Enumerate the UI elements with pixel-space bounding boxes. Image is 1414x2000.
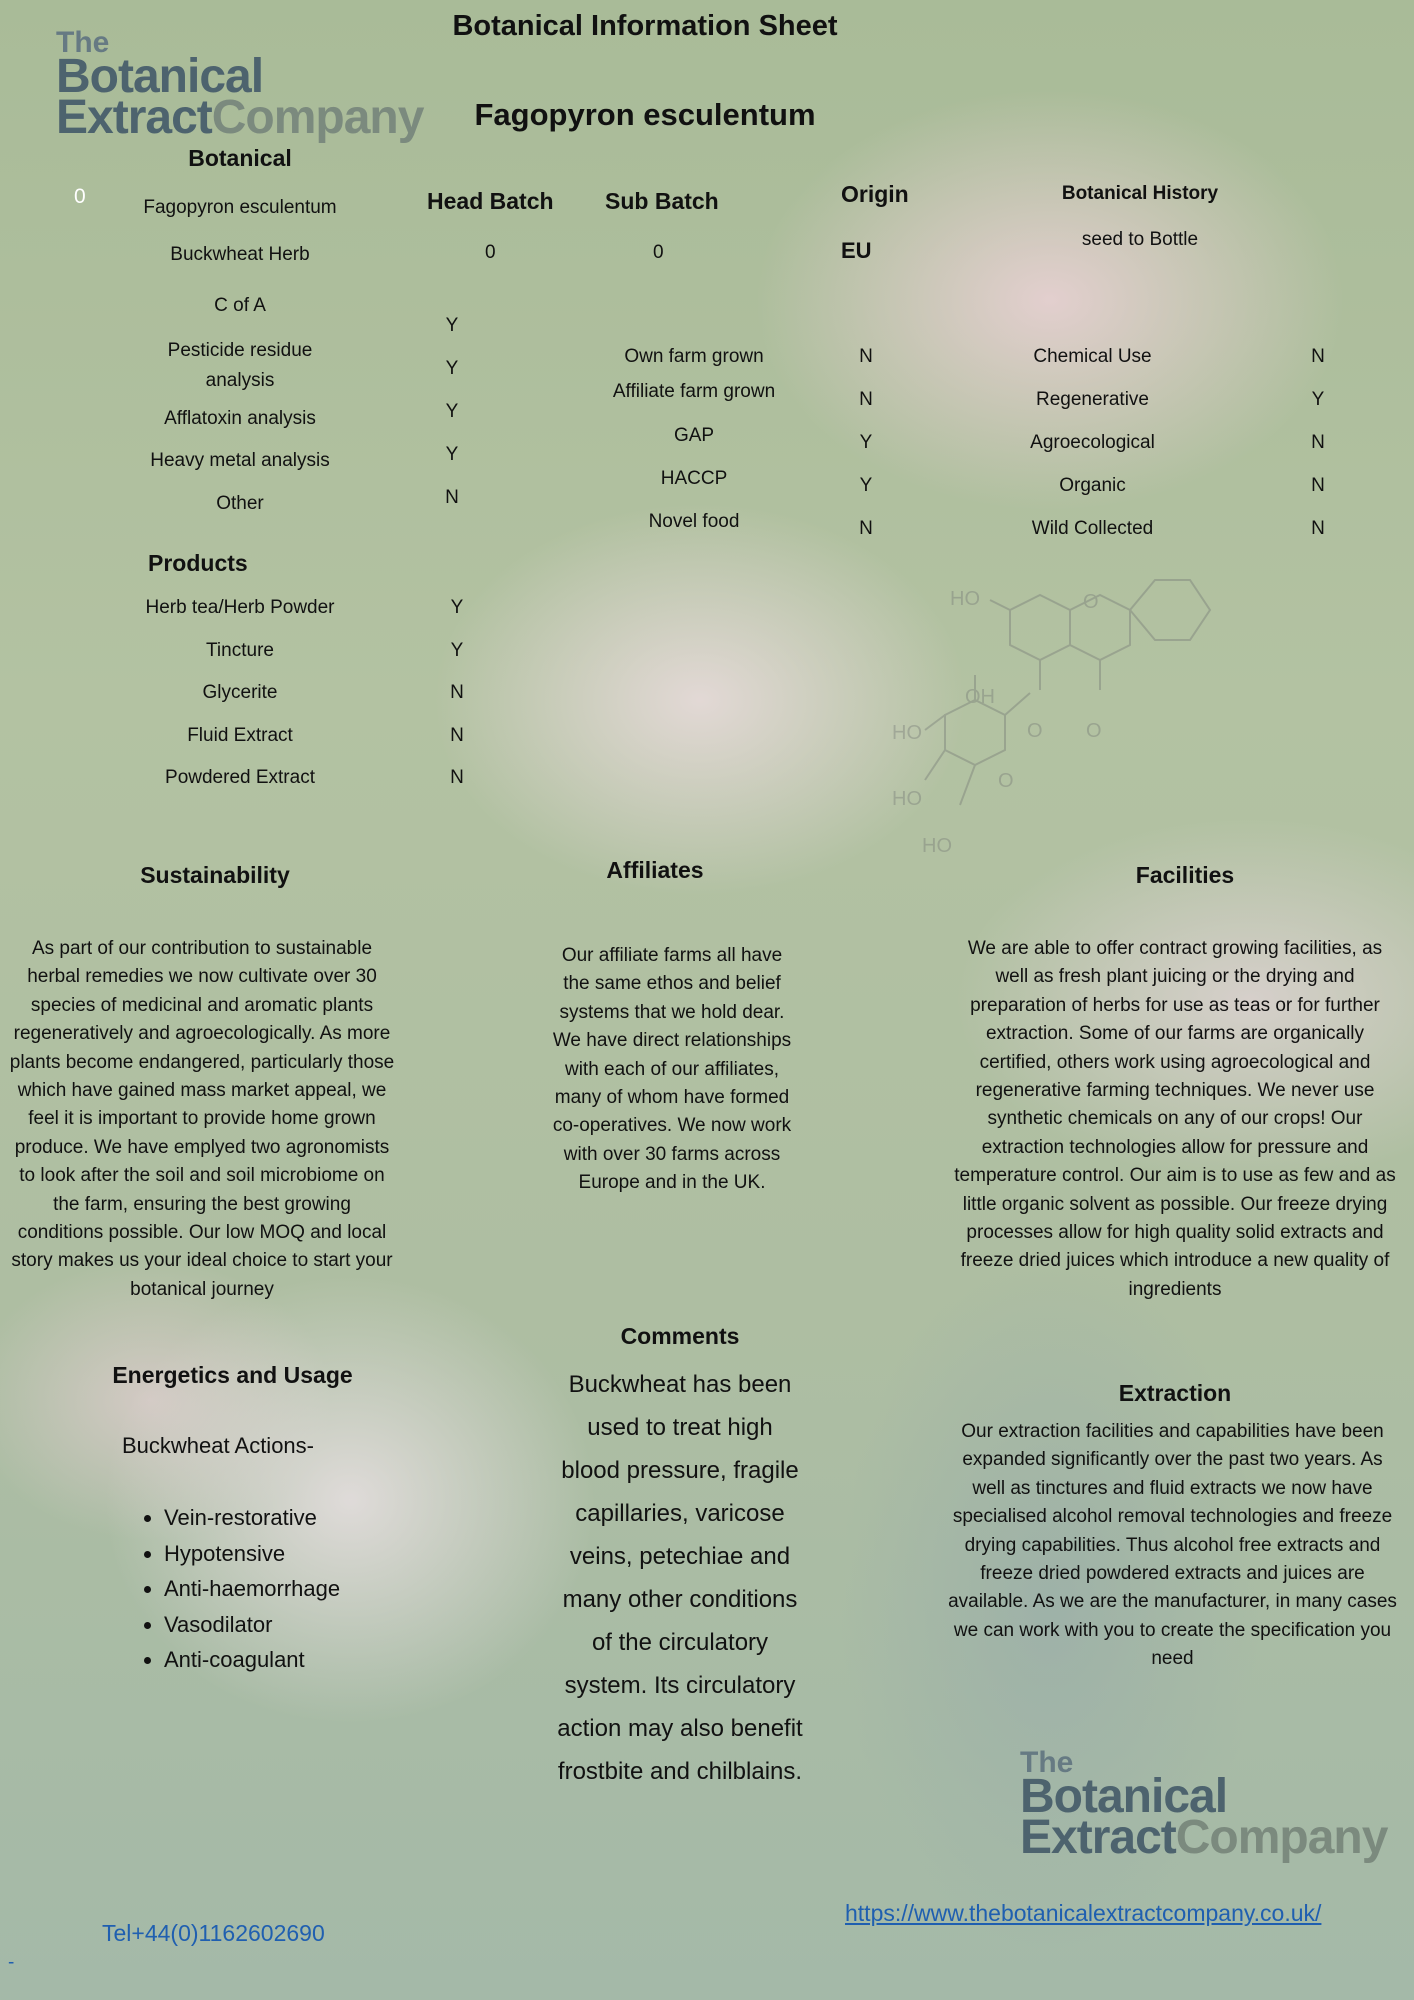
- molecule-label-ho: HO: [892, 788, 922, 810]
- botanical-index: 0: [74, 185, 86, 208]
- species-title: Fagopyron esculentum: [474, 97, 816, 132]
- sub-batch-value: 0: [653, 242, 664, 263]
- logo-extract-company: ExtractCompany: [1020, 1811, 1388, 1865]
- product-value: Y: [450, 640, 464, 661]
- molecule-ring: [945, 700, 1005, 765]
- molecule-label-oh: OH: [965, 686, 995, 708]
- practice-value: N: [1311, 346, 1325, 367]
- comments-heading: Comments: [620, 1323, 740, 1349]
- product-value: Y: [450, 597, 464, 618]
- analysis-value: Y: [445, 358, 459, 379]
- sourcing-value: Y: [859, 432, 873, 453]
- website-link[interactable]: https://www.thebotanicalextractcompany.co.uk/: [845, 1900, 1322, 1926]
- sheet-title: Botanical Information Sheet: [452, 10, 838, 42]
- action-item: • Anti-coagulant: [164, 1642, 340, 1678]
- history-value: seed to Bottle: [1081, 229, 1199, 250]
- sustainability-heading: Sustainability: [140, 862, 290, 888]
- analysis-value: Y: [445, 444, 459, 465]
- common-name: Buckwheat Herb: [170, 244, 310, 265]
- practice-label: Organic: [1059, 475, 1126, 496]
- sourcing-value: N: [859, 346, 873, 367]
- molecule-ring: [1070, 595, 1130, 660]
- analysis-label: Pesticide residue analysis: [167, 340, 313, 391]
- molecule-ring: [1130, 580, 1210, 640]
- sourcing-label: Own farm grown: [624, 346, 764, 367]
- practice-label: Chemical Use: [1033, 346, 1152, 367]
- molecule-bond: [925, 715, 945, 730]
- sourcing-value: N: [859, 389, 873, 410]
- logo-botanical: Botanical: [56, 49, 264, 103]
- products-heading: Products: [148, 550, 248, 576]
- sustainability-text: As part of our contribution to sustainable herbal remedies we now cultivate over 30 species of medicinal and aromatic plants regeneratively and agroecologically. As more plants become endangered, particularly those which have gained mass market appeal, we feel it is important to provide home grown produce. We have emplyed two agronomists to look after the soil and soil microbiome on the farm, ensuring the best growing conditions possible. Our low MOQ and local story makes us your ideal choice to start your botanical journey: [9, 938, 395, 1300]
- comments-text: Buckwheat has been used to treat high blood pressure, fragile capillaries, varicose veins, petechiae and many other conditions of the circulatory system. Its circulatory action may also benefit frostbite and chilblains.: [557, 1371, 803, 1785]
- molecule-label-ho: HO: [950, 588, 980, 610]
- product-label: Fluid Extract: [187, 725, 293, 746]
- practice-value: N: [1311, 432, 1325, 453]
- sourcing-value: N: [859, 518, 873, 539]
- facilities-text: We are able to offer contract growing facilities, as well as fresh plant juicing or the drying and preparation of herbs for use as teas or for further extraction. Some of our farms are organically certified, others work using agroecological and regenerative farming techniques. We never use synthetic chemicals on any of our crops! Our extraction technologies allow for pressure and temperature control. Our aim is to use as few and as little organic solvent as possible. Our freeze drying processes allow for high quality solid extracts and freeze dried juices which introduce a new quality of ingredients: [954, 938, 1396, 1300]
- molecule-label-o: O: [1086, 720, 1102, 742]
- action-item: • Anti-haemorrhage: [164, 1571, 340, 1607]
- origin-value: EU: [841, 238, 872, 263]
- molecule-ring: [1010, 595, 1070, 660]
- product-label: Powdered Extract: [165, 767, 315, 788]
- energetics-heading: Energetics and Usage: [112, 1362, 353, 1388]
- action-item: • Vasodilator: [164, 1607, 340, 1643]
- logo-the: The: [56, 26, 110, 59]
- logo-extract-company: ExtractCompany: [56, 91, 424, 145]
- action-item: • Vein-restorative: [164, 1500, 340, 1536]
- product-label: Herb tea/Herb Powder: [145, 597, 335, 618]
- action-item: • Hypotensive: [164, 1536, 340, 1572]
- product-value: N: [450, 725, 464, 746]
- product-label: Tincture: [206, 640, 274, 661]
- logo-botanical: Botanical: [1020, 1769, 1228, 1823]
- flavonoid-molecule-watermark: [880, 565, 1220, 865]
- molecule-label-o: O: [1083, 591, 1099, 613]
- sourcing-label: HACCP: [660, 468, 728, 489]
- phone-link[interactable]: Tel+44(0)1162602690: [102, 1920, 325, 1946]
- product-value: N: [450, 767, 464, 788]
- affiliates-heading: Affiliates: [606, 857, 704, 883]
- affiliates-text: Our affiliate farms all have the same ethos and belief systems that we hold dear. We have direct relationships with each of our affiliates, many of whom have formed co-operatives. We now work with over 30 farms across Europe and in the UK.: [552, 945, 792, 1194]
- sourcing-label: GAP: [673, 425, 715, 446]
- company-logo-top: [56, 26, 424, 145]
- molecule-bond: [1005, 693, 1030, 715]
- practice-value: N: [1311, 518, 1325, 539]
- product-label: Glycerite: [202, 682, 278, 703]
- extraction-heading: Extraction: [1118, 1380, 1232, 1406]
- sub-batch-label: Sub Batch: [605, 188, 719, 214]
- practice-value: N: [1311, 475, 1325, 496]
- practice-label: Regenerative: [1035, 389, 1150, 410]
- sourcing-label: Novel food: [648, 511, 740, 532]
- footer-dash: -: [8, 1952, 15, 1973]
- analysis-label: Other: [216, 493, 264, 514]
- origin-label: Origin: [841, 181, 909, 207]
- molecule-label-o: O: [998, 770, 1014, 792]
- molecule-bond: [990, 600, 1010, 610]
- molecule-bond: [960, 765, 975, 805]
- analysis-value: N: [445, 487, 459, 508]
- analysis-value: Y: [445, 315, 459, 336]
- practice-label: Agroecological: [1030, 432, 1155, 453]
- actions-title: Buckwheat Actions-: [122, 1433, 314, 1458]
- extraction-text: Our extraction facilities and capabilities have been expanded significantly over the past two years. As well as tinctures and fluid extracts we now have specialised alcohol removal technologies and freeze drying capabilities. Thus alcohol free extracts and freeze dried powdered extracts and juices are available. As we are the manufacturer, in many cases we can work with you to create the specification you need: [948, 1421, 1397, 1670]
- botanical-heading: Botanical: [188, 145, 292, 171]
- latin-name: Fagopyron esculentum: [143, 197, 337, 218]
- molecule-label-ho: HO: [922, 835, 952, 857]
- analysis-label: Heavy metal analysis: [150, 450, 330, 471]
- analysis-label: Afflatoxin analysis: [164, 408, 316, 429]
- history-label: Botanical History: [1061, 183, 1219, 204]
- molecule-label-ho: HO: [892, 722, 922, 744]
- practice-label: Wild Collected: [1031, 518, 1154, 539]
- actions-list: [130, 1500, 340, 1678]
- analysis-label: C of A: [214, 295, 266, 316]
- product-value: N: [450, 682, 464, 703]
- sourcing-label: Affiliate farm grown: [612, 381, 776, 402]
- analysis-value: Y: [445, 401, 459, 422]
- head-batch-value: 0: [485, 242, 496, 263]
- facilities-heading: Facilities: [1135, 862, 1235, 888]
- molecule-bond: [925, 750, 945, 780]
- practice-value: Y: [1311, 389, 1325, 410]
- logo-the: The: [1020, 1746, 1074, 1779]
- company-logo-bottom: [1020, 1746, 1388, 1865]
- sourcing-value: Y: [859, 475, 873, 496]
- head-batch-label: Head Batch: [427, 188, 554, 214]
- molecule-label-o: O: [1027, 720, 1043, 742]
